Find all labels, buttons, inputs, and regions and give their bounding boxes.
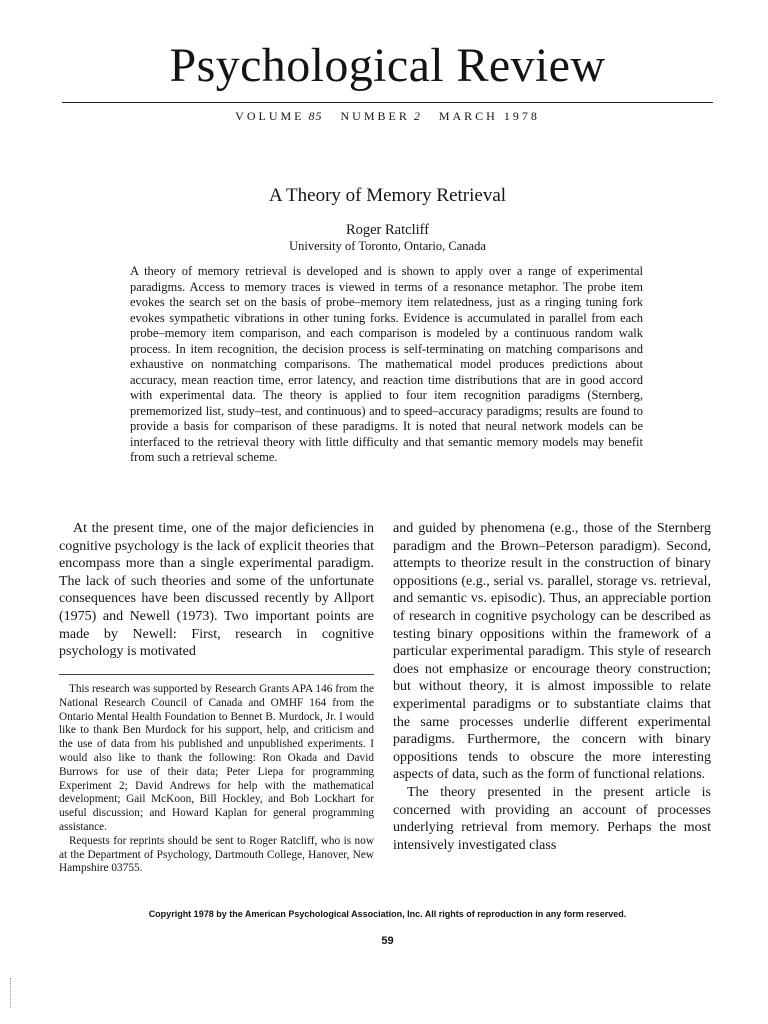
abstract: A theory of memory retrieval is developed and is shown to apply over a range of experimental paradigms. Access to memory traces is viewed in terms of a resonance metaphor. The probe item evokes the search set on the basis of probe–memory item relatedness, just as a ringing tuning fork evokes sympathetic vibrations in other tuning forks. Evidence is accumulated in parallel from each probe–memory item comparison, and each comparison is modeled by a continuous random walk process. In item recognition, the decision process is self-terminating on matching comparisons and exhaustive on nonmatching comparisons. The mathematical model produces predictions about accuracy, mean reaction time, error latency, and reaction time distributions that are in good accord with experimental data. The theory is applied to four item recognition paradigms (Sternberg, prememorized list, study–test, and continuous) and to speed–accuracy paradigms; results are found to provide a basis for comparison of these paradigms. It is noted that neural network models can be interfaced to the retrieval theory with little difficulty and that semantic memory models may benefit from such a retrieval scheme. xyxy=(130,264,643,464)
volume-label: VOLUME xyxy=(235,109,305,123)
footnote-divider xyxy=(59,674,374,675)
issue-date: MARCH 1978 xyxy=(438,109,540,123)
footnotes xyxy=(59,683,374,876)
author-name: Roger Ratcliff xyxy=(345,222,430,238)
author-affiliation: University of Toronto, Ontario, Canada xyxy=(289,239,486,253)
number-value: 2 xyxy=(413,109,421,123)
page-number: 59 xyxy=(381,935,394,947)
body-column-left xyxy=(59,520,374,661)
volume-number: 85 xyxy=(308,109,323,123)
footnote-acknowledgment: This research was supported by Research Grants APA 146 from the National Research Council of Canada and OMHF 164 from the Ontario Mental Health Foundation to Bennet B. Murdock, Jr. I would like to thank Ben Murdock for his support, help, and criticism and the use of data from his published and unpublished experiments. I would also like to thank the following: Ron Okada and David Burrows for use of their data; Peter Liepa for programming Experiment 2; David Andrews for help with the mathematical development; Gail McKoon, Bill Hockley, and Bob Lockhart for useful discussion; and Howard Kaplan for general programming assistance. xyxy=(59,683,374,833)
body-paragraph: At the present time, one of the major deficiencies in cognitive psychology is the lack of explicit theories that encompass more than a single experimental paradigm. The lack of such theories and some of the unfortunate consequences have been discussed recently by Allport (1975) and Newell (1973). Two important points are made by Newell: First, research in cognitive psychology is motivated xyxy=(59,521,374,660)
journal-title: Psychological Review xyxy=(169,39,606,92)
footnote-reprints: Requests for reprints should be sent to Roger Ratcliff, who is now at the Department of Psychology, Dartmouth College, Hanover, New Hampshire 03755. xyxy=(59,834,374,875)
issue-line xyxy=(62,108,713,124)
body-paragraph: and guided by phenomena (e.g., those of the Sternberg paradigm and the Brown–Peterson paradigm). Second, attempts to theorize result in the construction of binary oppositions (e.g., serial vs. parallel, storage vs. retrieval, and semantic vs. episodic). Thus, an appreciable portion of research in cognitive psychology can be described as testing binary oppositions within the framework of a particular experimental paradigm. This style of research does not emphasize or encourage theory construction; but without theory, it is almost impossible to relate experimental paradigms or to substantiate claims that the same processes underlie different experimental paradigms. Furthermore, the concern with binary oppositions tends to obscure the more interesting aspects of data, such as the form of functional relations. xyxy=(393,521,711,783)
title-divider xyxy=(62,102,713,103)
copyright-notice: Copyright 1978 by the American Psychological Association, Inc. All rights of reproduction in any form reserved. xyxy=(148,909,627,919)
scan-artifact xyxy=(10,978,14,1008)
body-paragraph: The theory presented in the present article is concerned with providing an account of processes underlying retrieval from memory. Perhaps the most intensively investigated class xyxy=(393,784,711,853)
number-label: NUMBER xyxy=(340,109,410,123)
article-title: A Theory of Memory Retrieval xyxy=(268,185,507,206)
body-column-right xyxy=(393,520,711,854)
